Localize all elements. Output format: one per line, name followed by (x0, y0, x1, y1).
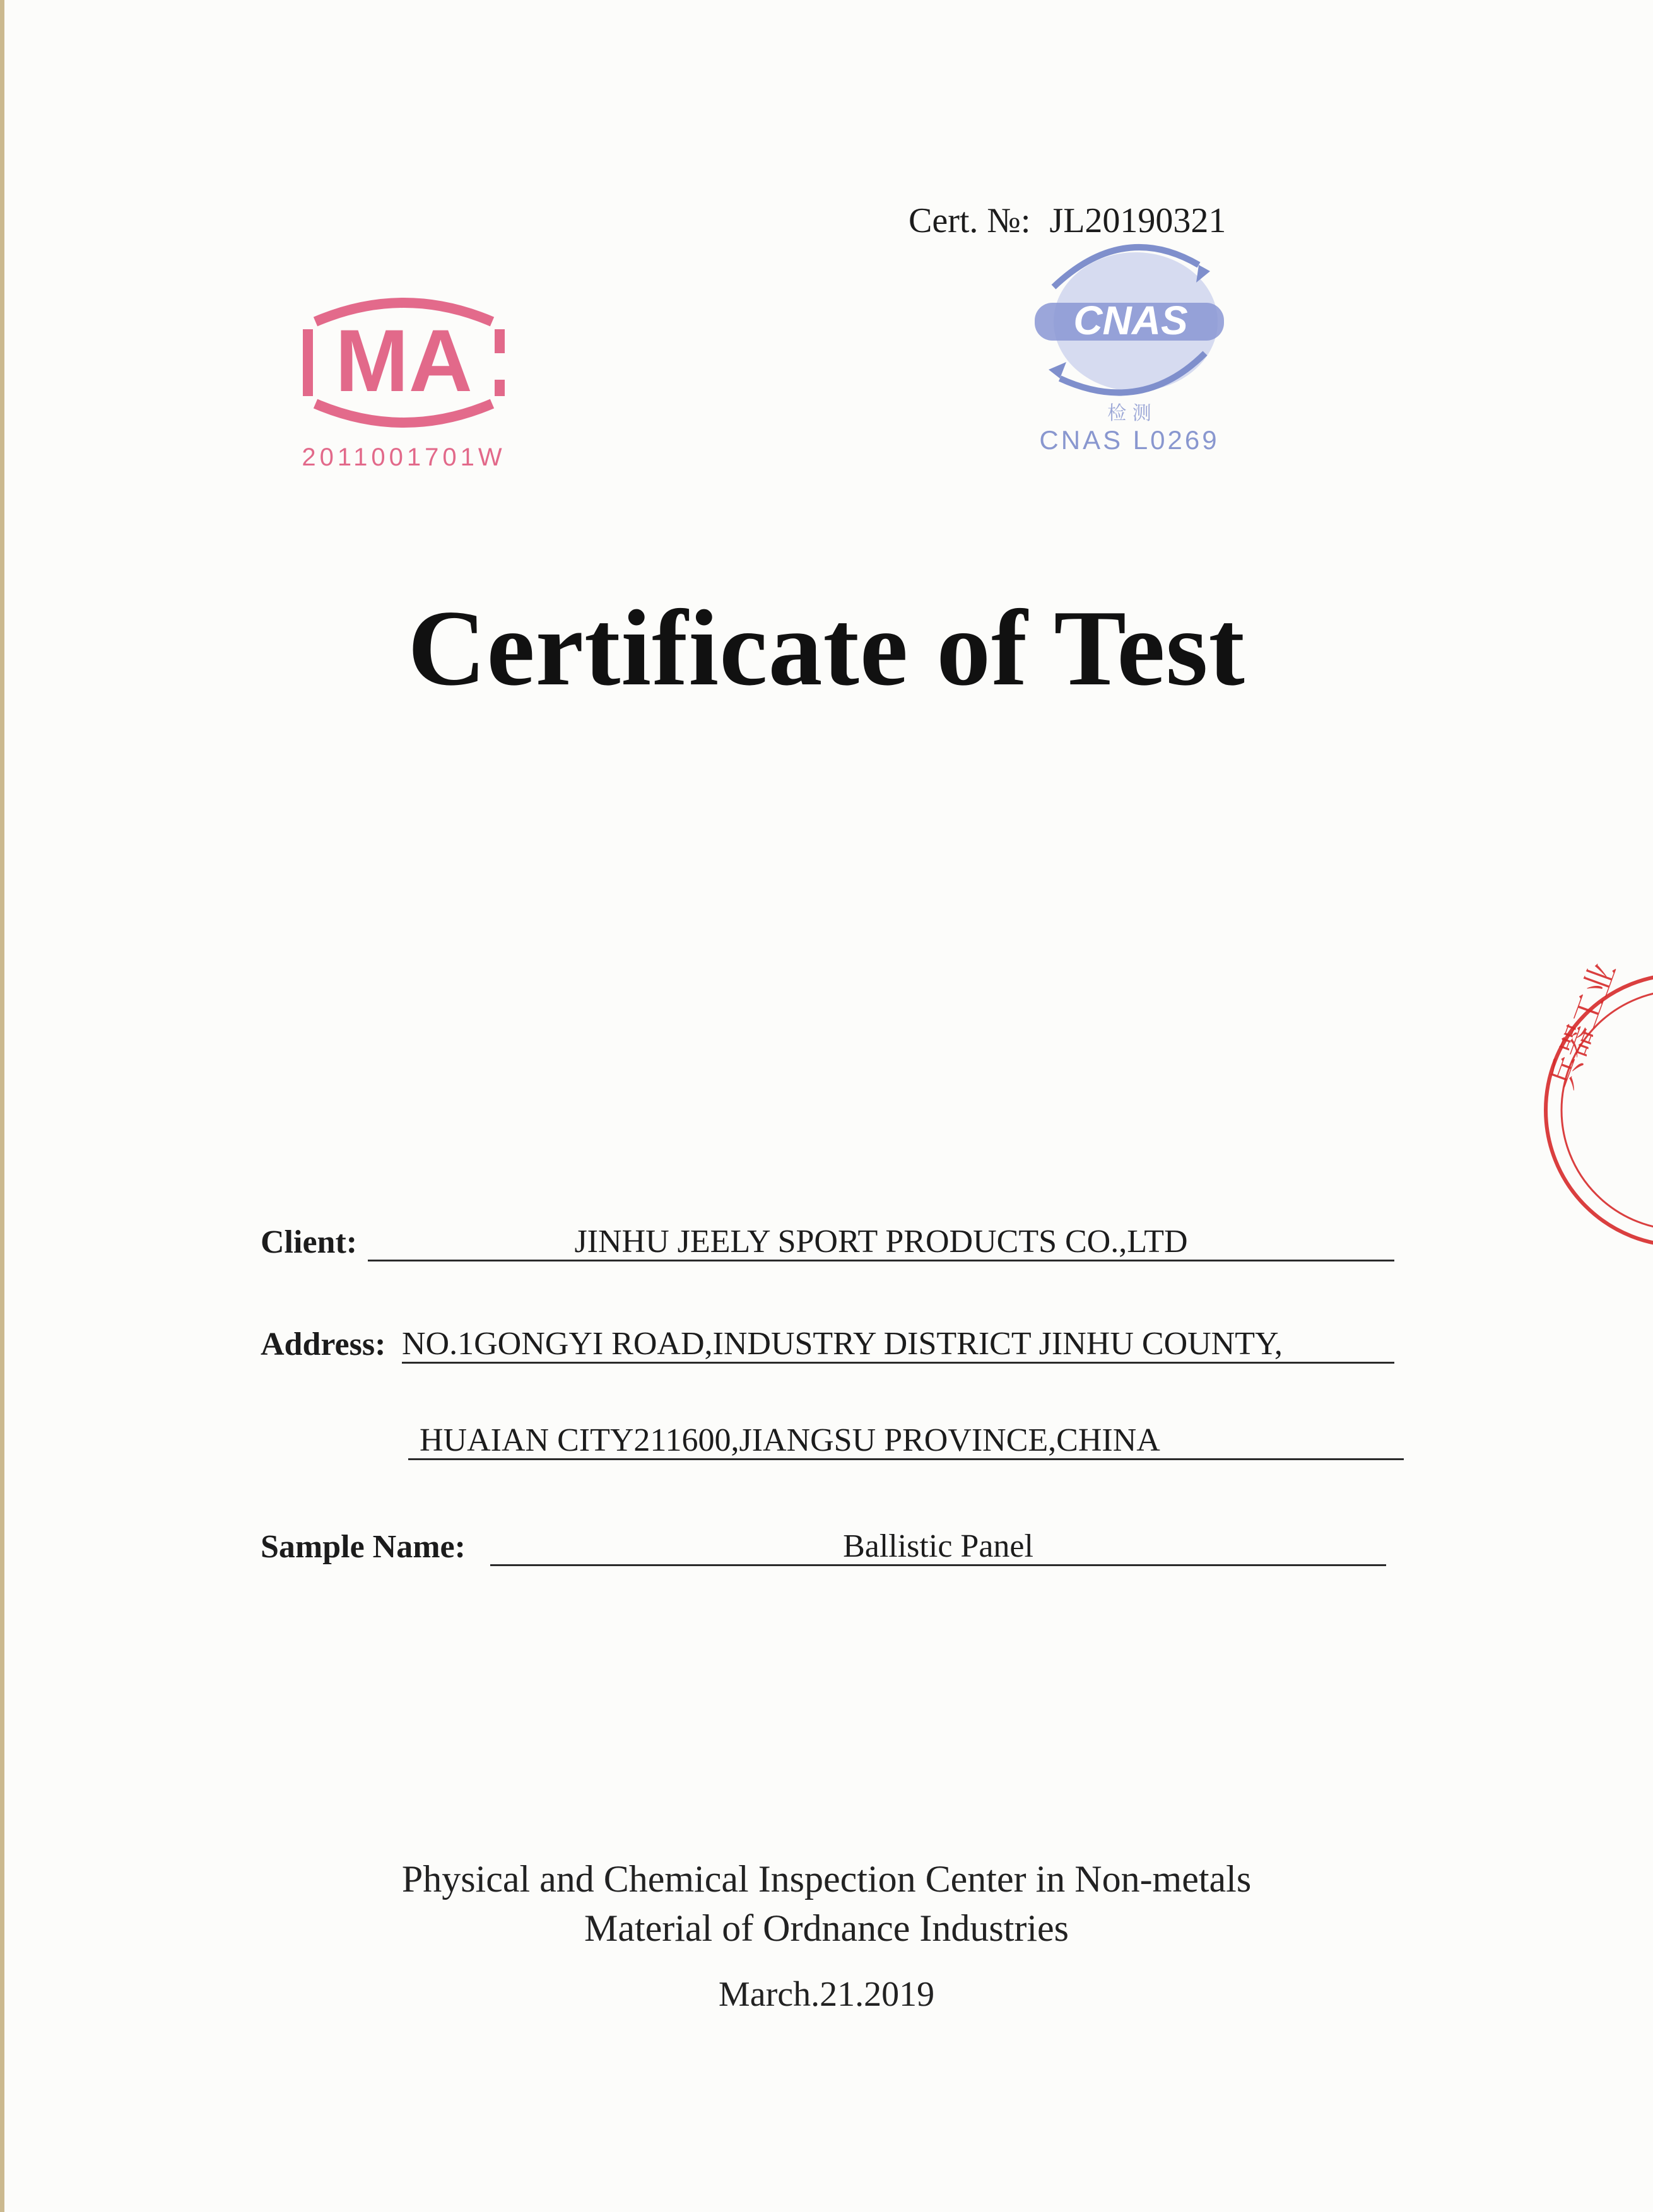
cnas-chinese-text: 检 测 (1107, 402, 1151, 424)
org-line-2: Material of Ordnance Industries (584, 1907, 1069, 1949)
address-line-1: NO.1GONGYI ROAD,INDUSTRY DISTRICT JINHU COUNTY, (402, 1326, 1394, 1364)
org-line-1: Physical and Chemical Inspection Center in Non-metals (401, 1858, 1252, 1900)
ma-stamp (278, 278, 530, 479)
document-title: Certificate of Test (408, 588, 1245, 708)
cert-number-value: JL20190321 (1049, 201, 1227, 240)
ma-stamp-number: 2011001701W (302, 443, 506, 471)
client-label: Client: (261, 1224, 358, 1260)
issuing-organization (0, 1854, 1653, 1953)
sample-name-label: Sample Name: (261, 1529, 466, 1565)
cnas-number: CNAS L0269 (1039, 425, 1220, 455)
red-seal-text: 兵器工业 (1543, 957, 1624, 1094)
client-value: JINHU JEELY SPORT PRODUCTS CO.,LTD (368, 1224, 1394, 1261)
ma-stamp-text: MA (335, 311, 473, 410)
cert-number-label: Cert. №: (909, 201, 1031, 240)
address-label: Address: (261, 1326, 386, 1362)
address-line-2: HUAIAN CITY211600,JIANGSU PROVINCE,CHINA (408, 1422, 1404, 1460)
cnas-stamp (997, 227, 1262, 467)
red-seal (1533, 957, 1624, 1249)
issue-date: March.21.2019 (718, 1975, 935, 2014)
sample-name-value: Ballistic Panel (490, 1528, 1386, 1566)
cnas-logo-text: CNAS (1073, 298, 1188, 343)
